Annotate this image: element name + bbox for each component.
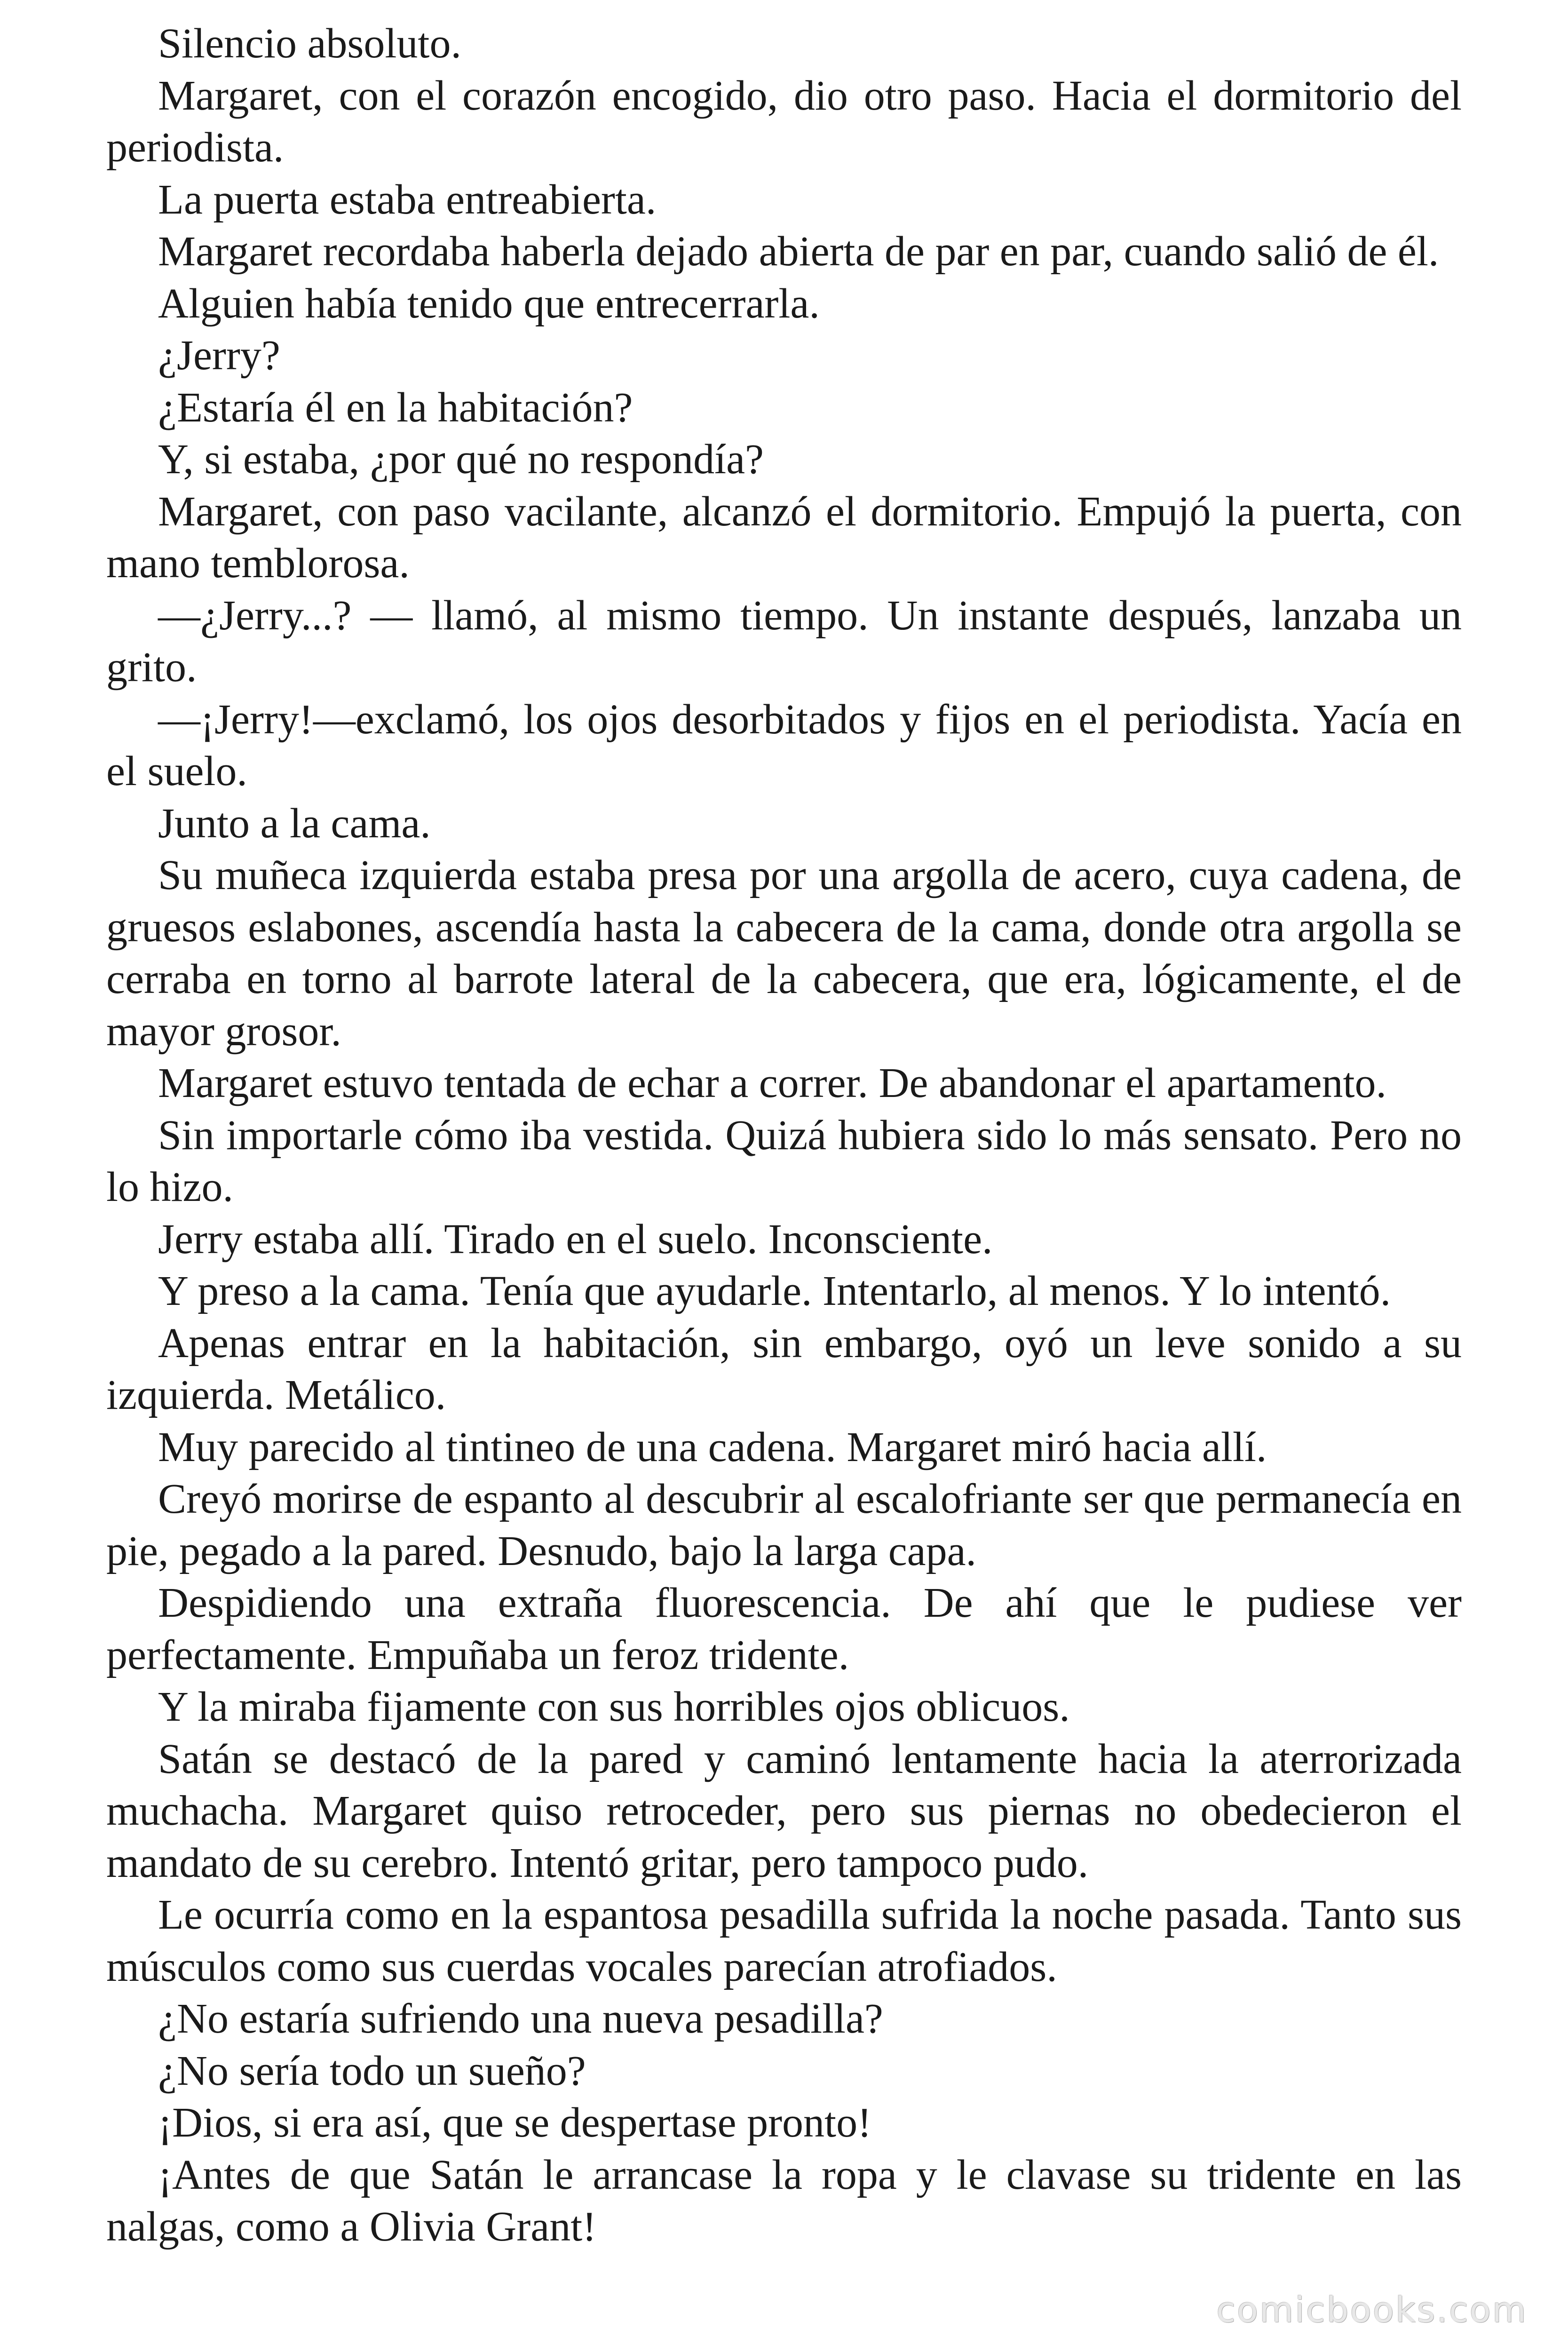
watermark: comicbooks.com <box>1216 2290 1528 2330</box>
paragraph: Margaret estuvo tentada de echar a correr. De abandonar el apartamento. <box>158 1060 1387 1106</box>
paragraph: ¿No estaría sufriendo una nueva pesadilla? <box>158 1995 883 2042</box>
paragraph: ¿Estaría él en la habitación? <box>158 384 633 431</box>
paragraph: Margaret, con paso vacilante, alcanzó el dormitorio. Empujó la puerta, con mano temblorosa. <box>106 488 1462 587</box>
paragraph: Margaret, con el corazón encogido, dio otro paso. Hacia el dormitorio del periodista. <box>106 72 1462 171</box>
paragraph: ¿No sería todo un sueño? <box>158 2047 586 2094</box>
paragraph: ¡Dios, si era así, que se despertase pronto! <box>158 2099 872 2146</box>
paragraph: Sin importarle cómo iba vestida. Quizá hubiera sido lo más sensato. Pero no lo hizo. <box>106 1112 1462 1210</box>
paragraph: Creyó morirse de espanto al descubrir al escalofriante ser que permanecía en pie, pegado a la pared. Desnudo, bajo la larga capa. <box>106 1476 1462 1574</box>
paragraph: Muy parecido al tintineo de una cadena. Margaret miró hacia allí. <box>158 1423 1267 1470</box>
paragraph: Apenas entrar en la habitación, sin embargo, oyó un leve sonido a su izquierda. Metálico. <box>106 1319 1462 1418</box>
paragraph: Margaret recordaba haberla dejado abierta de par en par, cuando salió de él. <box>158 228 1439 275</box>
paragraph: Alguien había tenido que entrecerrarla. <box>158 280 820 327</box>
paragraph: Despidiendo una extraña fluorescencia. De ahí que le pudiese ver perfectamente. Empuñaba un feroz tridente. <box>106 1580 1462 1678</box>
paragraph: Junto a la cama. <box>158 800 431 847</box>
paragraph: Jerry estaba allí. Tirado en el suelo. Inconsciente. <box>158 1216 993 1263</box>
page-body <box>106 18 1462 2253</box>
paragraph: Satán se destacó de la pared y caminó lentamente hacia la aterrorizada muchacha. Margaret quiso retroceder, pero sus piernas no obedecieron el mandato de su cerebro. Intentó gritar, pero tampoco pudo. <box>106 1735 1462 1886</box>
paragraph: Y, si estaba, ¿por qué no respondía? <box>158 436 764 483</box>
paragraph: Y la miraba fijamente con sus horribles ojos oblicuos. <box>158 1684 1070 1730</box>
paragraph: —¿Jerry...? — llamó, al mismo tiempo. Un instante después, lanzaba un grito. <box>106 592 1462 691</box>
paragraph: Le ocurría como en la espantosa pesadilla sufrida la noche pasada. Tanto sus músculos como sus cuerdas vocales parecían atrofiados. <box>106 1891 1462 1990</box>
paragraph: Su muñeca izquierda estaba presa por una argolla de acero, cuya cadena, de gruesos eslabones, ascendía hasta la cabecera de la cama, donde otra argolla se cerraba en torno al barrote lateral de la cabecera, que era, lógicamente, el de mayor grosor. <box>106 852 1462 1055</box>
paragraph: Silencio absoluto. <box>158 20 461 67</box>
paragraph: La puerta estaba entreabierta. <box>158 176 657 223</box>
paragraph: ¡Antes de que Satán le arrancase la ropa y le clavase su tridente en las nalgas, como a Olivia Grant! <box>106 2151 1462 2250</box>
paragraph: ¿Jerry? <box>158 332 280 379</box>
paragraph: Y preso a la cama. Tenía que ayudarle. Intentarlo, al menos. Y lo intentó. <box>158 1268 1391 1314</box>
paragraph: —¡Jerry!—exclamó, los ojos desorbitados y fijos en el periodista. Yacía en el suelo. <box>106 696 1462 795</box>
